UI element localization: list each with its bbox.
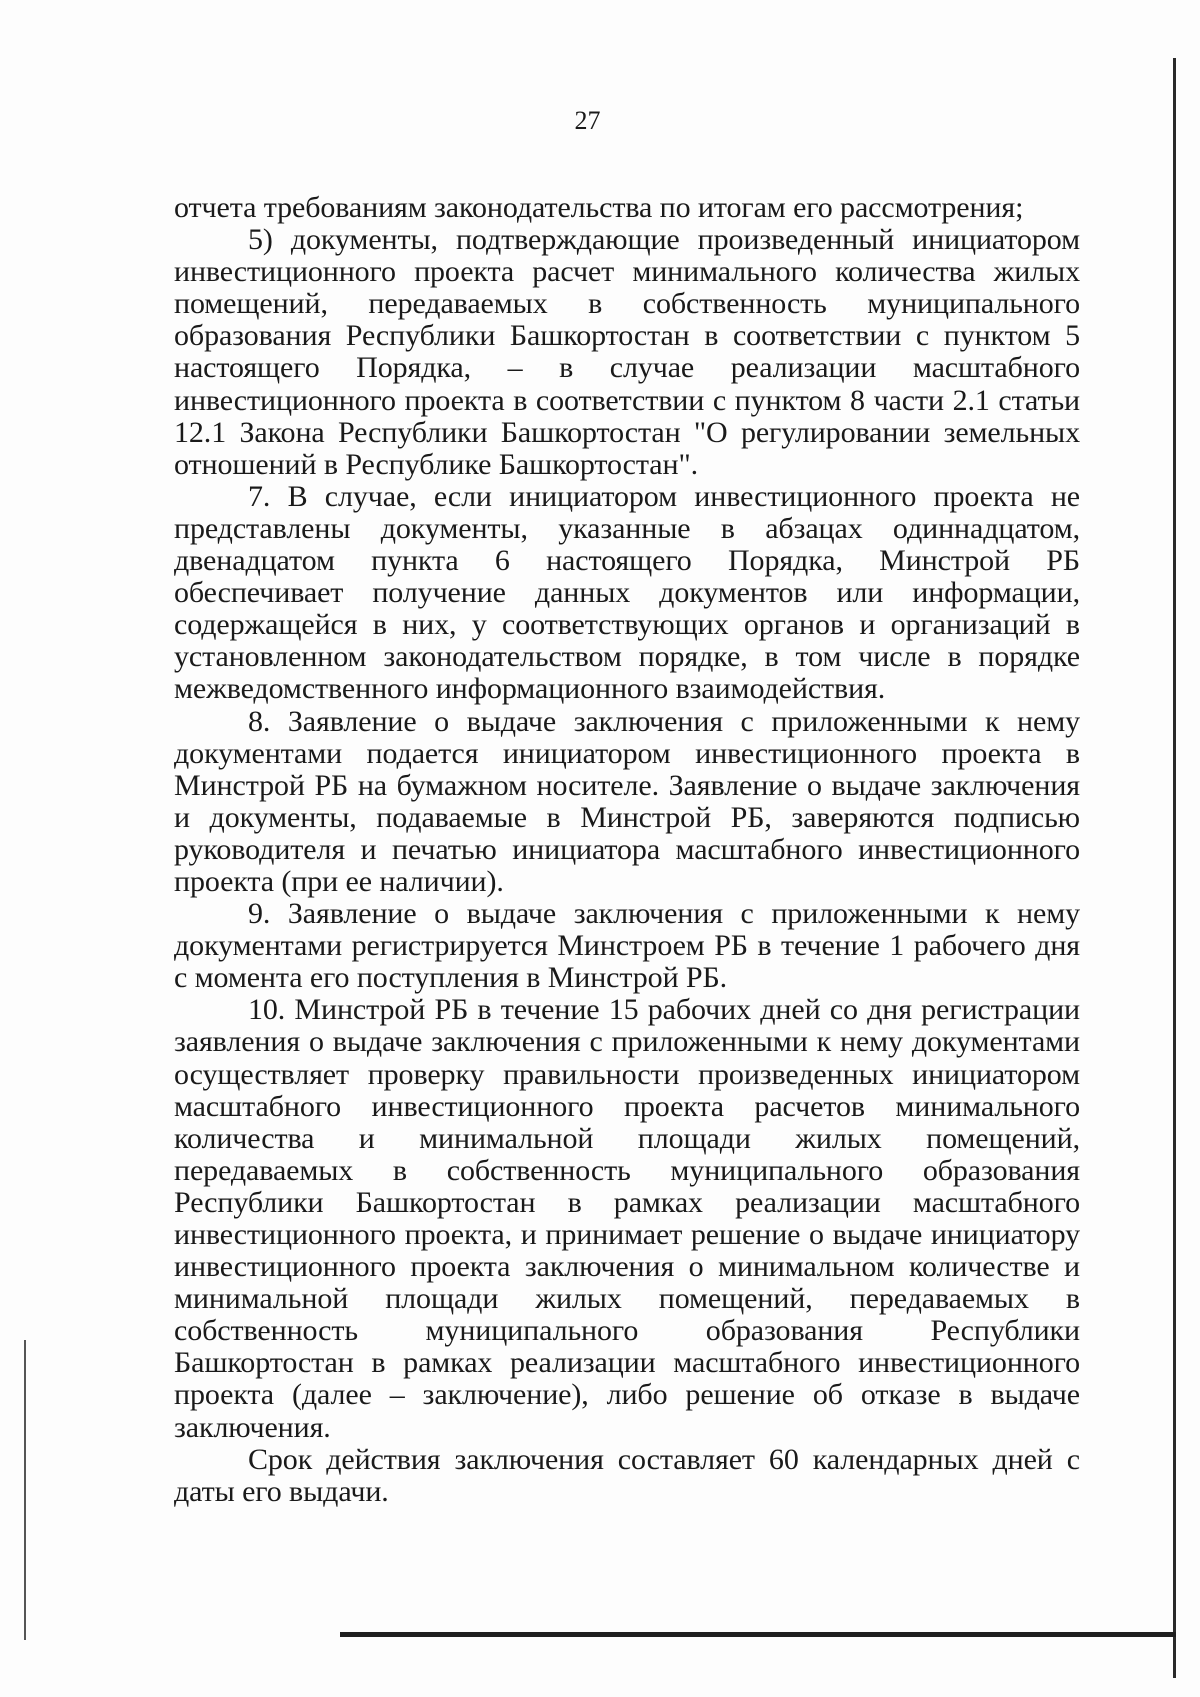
paragraph-validity-term: Срок действия заключения составляет 60 календарных дней с даты его выдачи. [174, 1442, 1080, 1508]
paragraph-item-7: 7. В случае, если инициатором инвестиционного проекта не представлены документы, указанные в абзацах одиннадцатом, двенадцатом пункта 6 настоящего Порядка, Минстрой РБ обеспечивает получение данных документов или информации, содержащейся в них, у соответствующих органов и организаций в установленном законодательством порядке, в том числе в порядке межведомственного информационного взаимодействия. [174, 479, 1080, 706]
paragraph-item-9: 9. Заявление о выдаче заключения с приложенными к нему документами регистрируется Минстроем РБ в течение 1 рабочего дня с момента его поступления в Минстрой РБ. [174, 897, 1080, 995]
paragraph-item-8: 8. Заявление о выдаче заключения с приложенными к нему документами подается инициатором инвестиционного проекта в Минстрой РБ на бумажном носителе. Заявление о выдаче заключения и документы, подаваемые в Минстрой РБ, заверяются подписью руководителя и печатью инициатора масштабного инвестиционного проекта (при ее наличии). [174, 704, 1080, 898]
scan-edge-bottom-line [340, 1632, 1176, 1637]
page-number: 27 [574, 106, 601, 135]
scan-edge-left-line [24, 1340, 26, 1640]
scan-edge-right-line [1173, 58, 1176, 1678]
paragraph-item-10: 10. Минстрой РБ в течение 15 рабочих дней со дня регистрации заявления о выдаче заключения с приложенными к нему документами осуществляет проверку правильности произведенных инициатором масштабного инвестиционного проекта расчетов минимального количества и минимальной площади жилых помещений, передаваемых в собственность муниципального образования Республики Башкортостан в рамках реализации масштабного инвестиционного проекта, и принимает решение о выдаче инициатору инвестиционного проекта заключения о минимальном количестве и минимальной площади жилых помещений, передаваемых в собственность муниципального образования Республики Башкортостан в рамках реализации масштабного инвестиционного проекта (далее – заключение), либо решение об отказе в выдаче заключения. [174, 993, 1080, 1444]
paragraph-continuation: отчета требованиям законодательства по итогам его рассмотрения; [174, 191, 1024, 224]
paragraph-item-5: 5) документы, подтверждающие произведенный инициатором инвестиционного проекта расчет минимального количества жилых помещений, передаваемых в собственность муниципального образования Республики Башкортостан в соответствии с пунктом 5 настоящего Порядка, – в случае реализации масштабного инвестиционного проекта в соответствии с пунктом 8 части 2.1 статьи 12.1 Закона Республики Башкортостан "О регулировании земельных отношений в Республике Башкортостан". [174, 223, 1080, 481]
document-body [174, 192, 1080, 1508]
